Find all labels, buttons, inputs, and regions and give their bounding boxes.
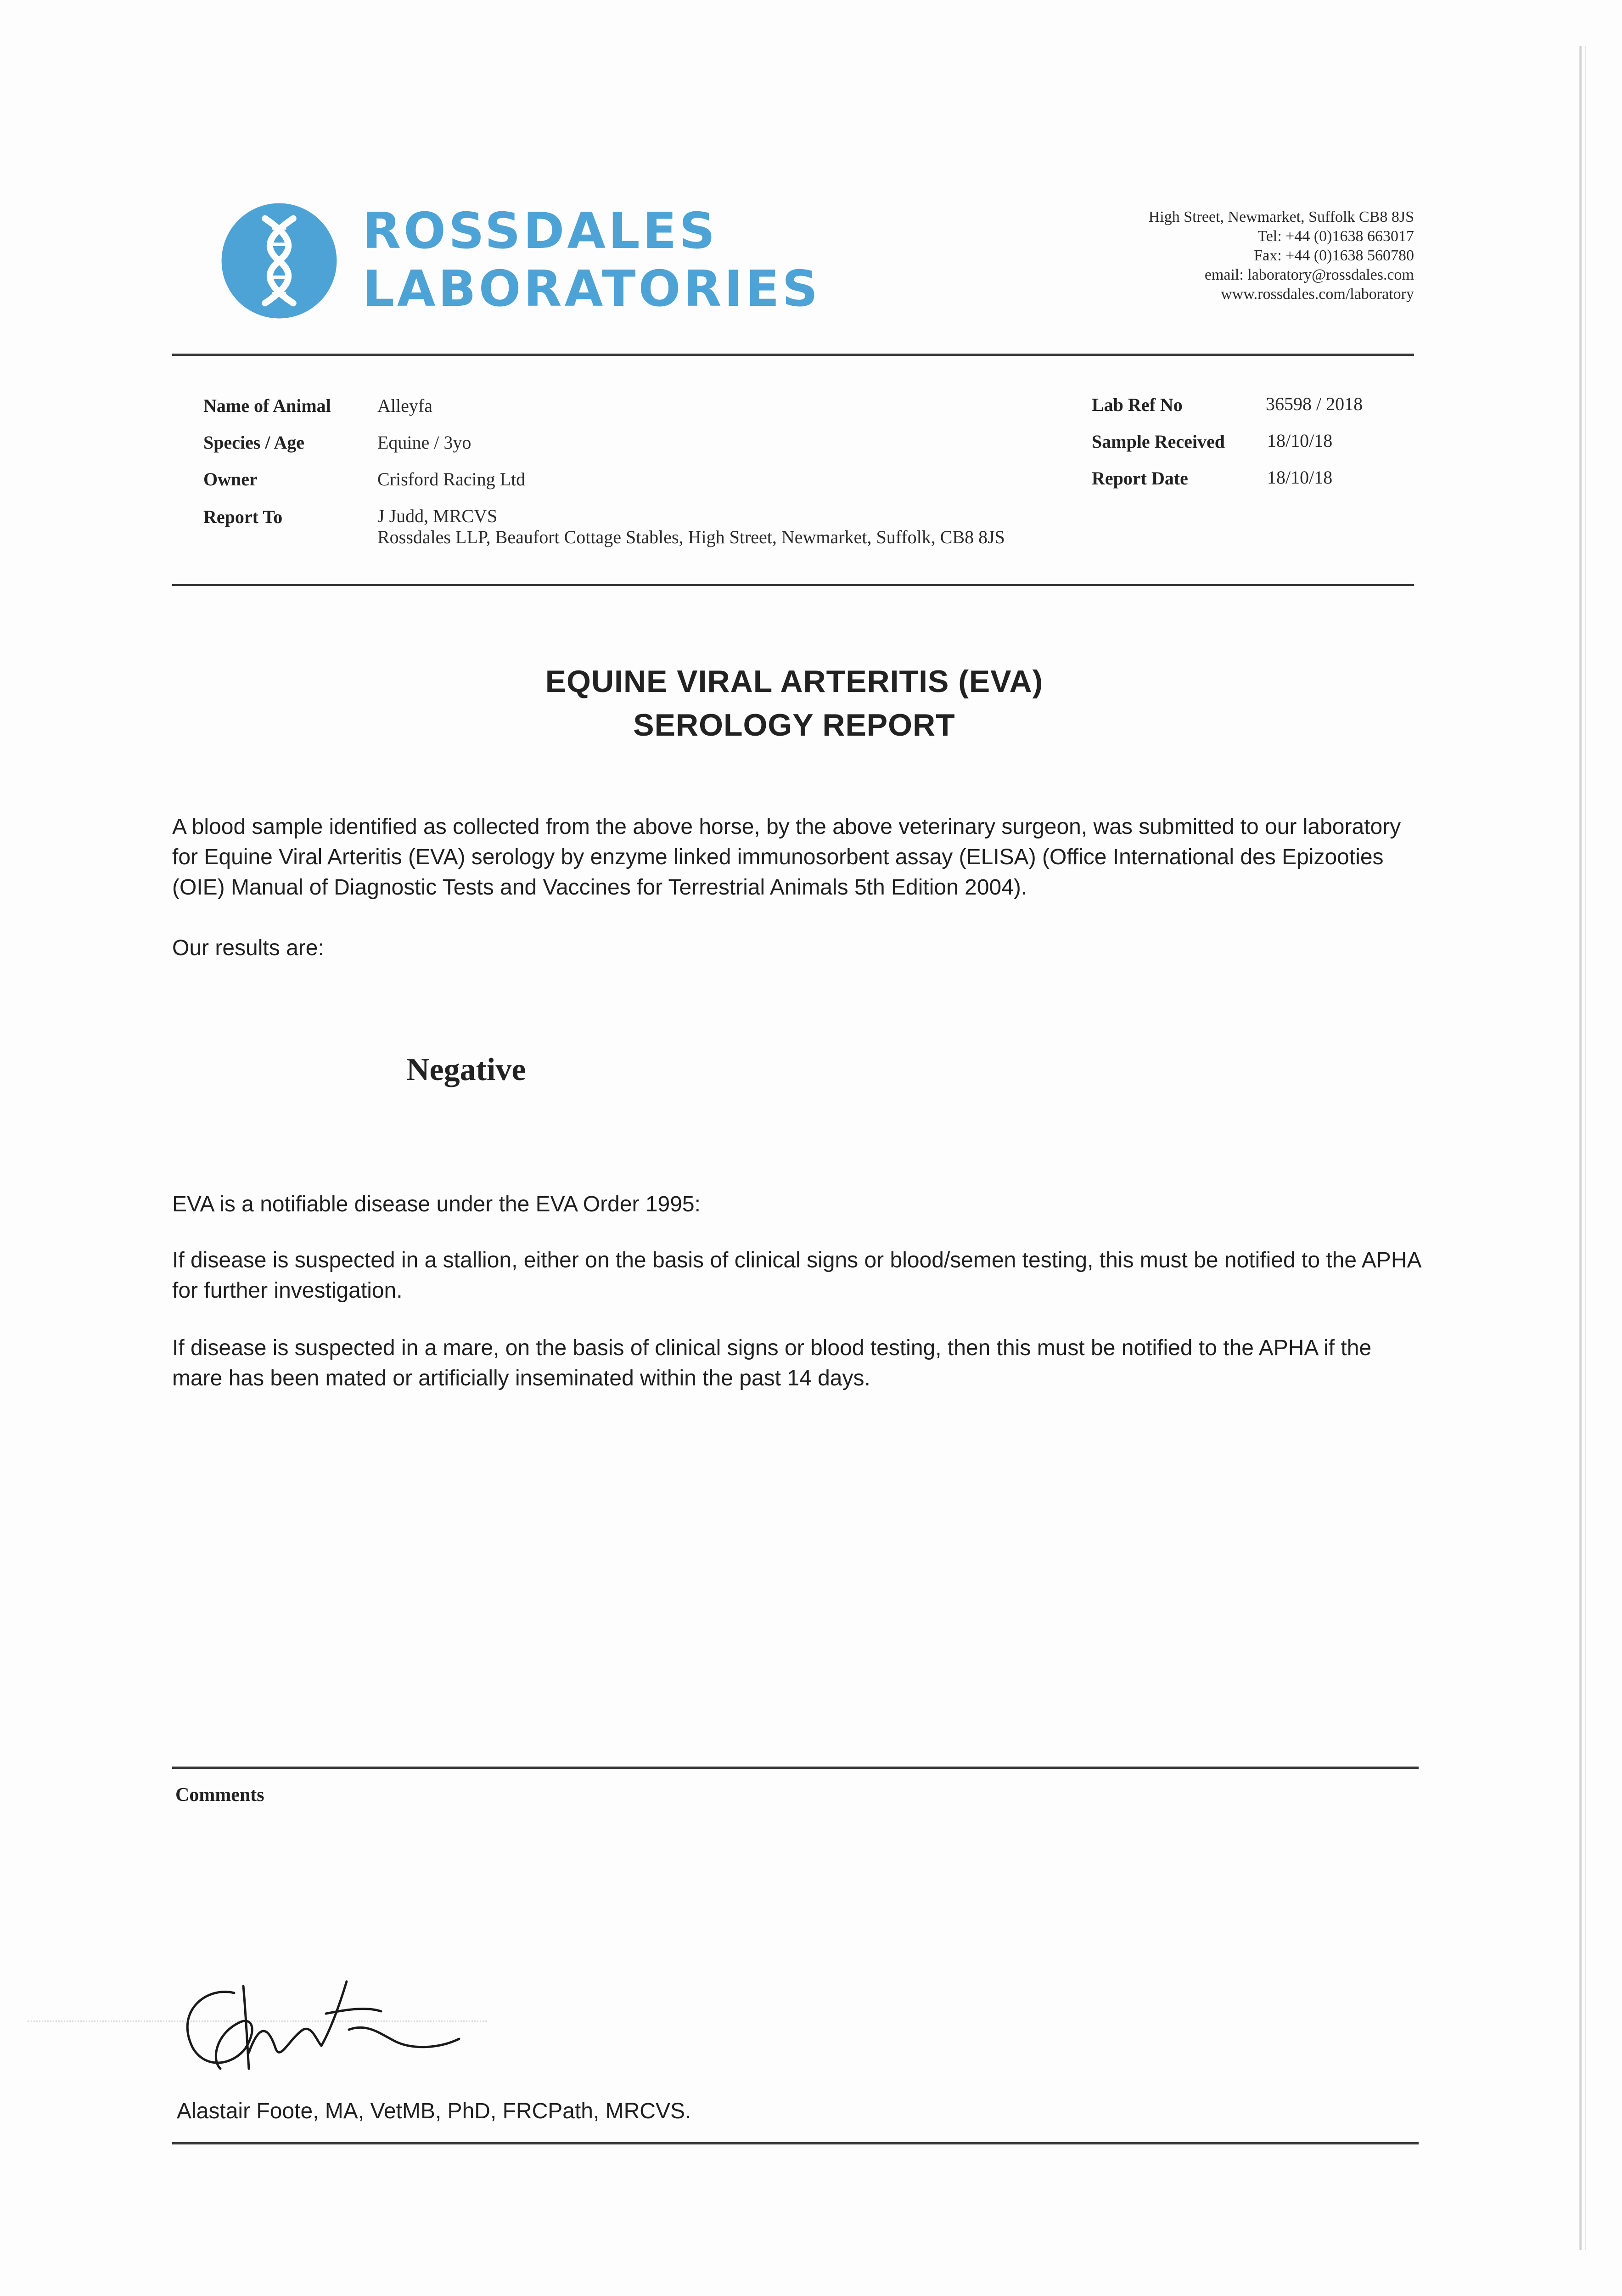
stallion-note: If disease is suspected in a stallion, either on the basis of clinical signs or blood/semen testing, this must be notified to the APHA for further investigation. [172,1248,1420,1303]
lab-ref-value: 36598 / 2018 [1266,394,1363,414]
name-of-animal-label: Name of Animal [203,395,331,416]
brand-name-line2: LABORATORIES [363,260,821,318]
report-date-value: 18/10/18 [1267,467,1333,488]
name-of-animal-value: Alleyfa [377,395,432,416]
sample-received-label: Sample Received [1092,431,1225,452]
report-to-name: J Judd, MRCVS [377,506,498,526]
contact-tel: Tel: +44 (0)1638 663017 [1257,228,1414,245]
dna-helix-icon [220,202,338,320]
contact-website: www.rossdales.com/laboratory [1221,286,1414,303]
report-date-label: Report Date [1092,468,1188,489]
results-lead: Our results are: [172,936,324,960]
contact-address: High Street, Newmarket, Suffolk CB8 8JS [1148,208,1414,225]
report-title-line1: EQUINE VIRAL ARTERITIS (EVA) [545,664,1044,699]
signature-image [165,1961,514,2085]
intro-paragraph: A blood sample identified as collected from the above horse, by the above veterinary surgeon, was submitted to our laboratory for Equine Viral Arteritis (EVA) serology by enzyme linked immunosorbent assay (ELISA) (Office International des Epizooties (OIE) Manual of Diagnostic Tests and Vaccines for Terrestrial Animals 5th Edition 2004). [172,815,1401,900]
lab-ref-label: Lab Ref No [1092,394,1183,415]
test-result: Negative [406,1052,526,1087]
owner-label: Owner [203,469,258,490]
brand-name-line1: ROSSDALES [363,203,718,260]
report-title-line2: SEROLOGY REPORT [633,708,955,743]
footer-divider [172,2142,1419,2144]
brand-logo [363,202,821,318]
comments-label: Comments [175,1784,264,1806]
report-to-label: Report To [203,506,283,527]
species-age-value: Equine / 3yo [377,432,471,453]
details-divider [172,584,1414,586]
contact-email: email: laboratory@rossdales.com [1204,266,1414,283]
owner-value: Crisford Racing Ltd [377,469,526,490]
contact-block [1149,208,1414,304]
comments-divider [172,1767,1419,1769]
report-to-address: Rossdales LLP, Beaufort Cottage Stables, High Street, Newmarket, Suffolk, CB8 8JS [377,527,1005,547]
sample-received-value: 18/10/18 [1267,430,1333,451]
header-divider [172,354,1414,356]
species-age-label: Species / Age [203,432,304,453]
scan-edge-inner [1585,46,1586,2250]
scan-edge [1579,46,1582,2250]
mare-note: If disease is suspected in a mare, on the basis of clinical signs or blood testing, then this must be notified to the APHA if the mare has been mated or artificially inseminated within the past 14 days. [172,1336,1372,1390]
notifiable-statement: EVA is a notifiable disease under the EVA Order 1995: [172,1192,701,1216]
contact-fax: Fax: +44 (0)1638 560780 [1254,247,1414,264]
signatory-name: Alastair Foote, MA, VetMB, PhD, FRCPath, MRCVS. [177,2099,691,2123]
